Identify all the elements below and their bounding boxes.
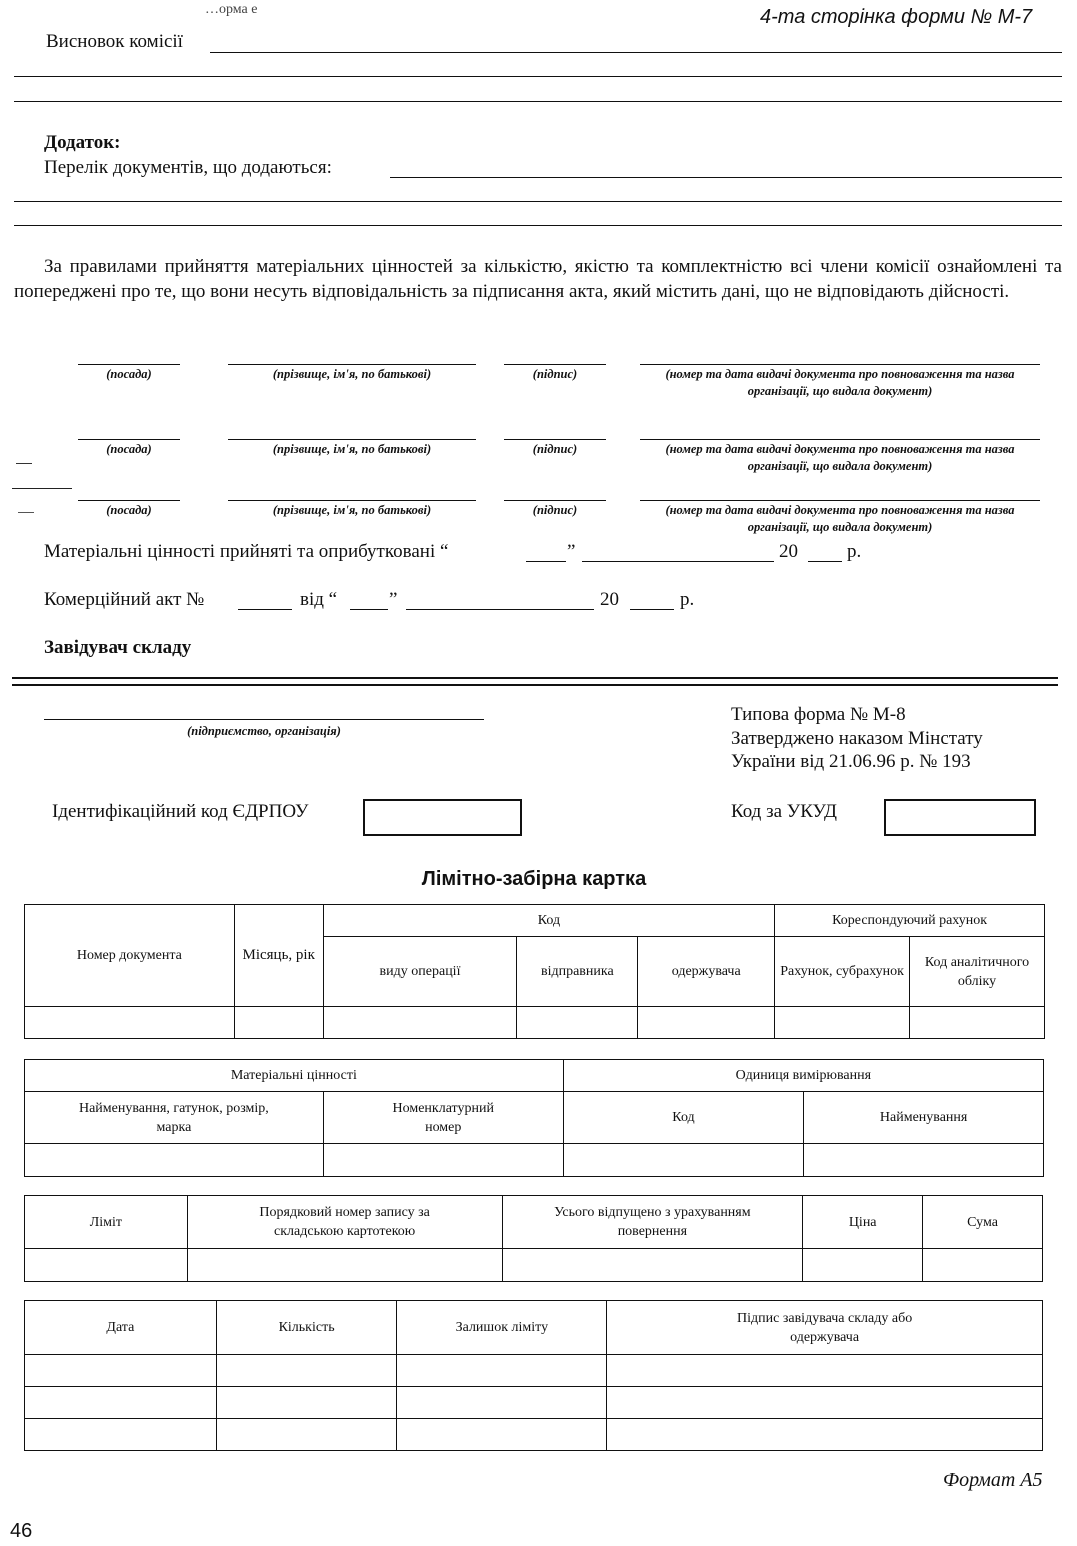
standard-form-line-2: Затверджено наказом Мінстату xyxy=(731,728,983,749)
table-row xyxy=(25,1144,1044,1177)
header-quantity: Кількість xyxy=(216,1301,397,1355)
header-limit-remaining: Залишок ліміту xyxy=(397,1301,607,1355)
commercial-act-year-prefix: 20 xyxy=(600,589,619,610)
header-unit-code: Код xyxy=(563,1092,804,1144)
top-fragment: …орма е xyxy=(205,2,258,17)
header-unit-of-measure: Одиниця вимірювання xyxy=(563,1060,1043,1092)
header-recipient: одержувача xyxy=(638,937,775,1007)
commercial-act-day-line xyxy=(350,609,388,610)
page-number: 46 xyxy=(10,1520,33,1542)
conclusion-line-3 xyxy=(14,101,1062,102)
accepted-year-line xyxy=(808,561,842,562)
header-analytic-code: Код аналітичного обліку xyxy=(910,937,1045,1007)
commercial-act-year-suffix: р. xyxy=(680,589,695,610)
accepted-day-line xyxy=(526,561,566,562)
commercial-act-year-line xyxy=(630,609,674,610)
header-sum: Сума xyxy=(923,1196,1043,1249)
commercial-act-quote-close: ” xyxy=(389,589,398,610)
header-date: Дата xyxy=(25,1301,217,1355)
conclusion-line-2 xyxy=(14,76,1062,77)
header-material-values: Матеріальні цінності xyxy=(25,1060,564,1092)
table-row xyxy=(25,1387,1043,1419)
table-row xyxy=(25,1007,1045,1039)
commercial-act-number-line xyxy=(238,609,292,610)
standard-form-line-3: України від 21.06.96 р. № 193 xyxy=(731,751,971,772)
warehouse-head-label: Завідувач складу xyxy=(44,637,192,658)
enterprise-line xyxy=(44,719,484,720)
accepted-month-line xyxy=(582,561,774,562)
appendix-title: Додаток: xyxy=(44,132,121,153)
position-caption: (посада) xyxy=(106,503,152,517)
table-issuance-log xyxy=(24,1300,1043,1451)
commercial-act-label: Комерційний акт № xyxy=(44,589,205,610)
header-month-year: Місяць, рік xyxy=(234,905,323,1007)
name-caption: (прізвище, ім'я, по батькові) xyxy=(272,503,432,517)
header-record-number: Порядковий номер запису за складською картотекою xyxy=(187,1196,502,1249)
margin-mark xyxy=(18,512,34,513)
position-caption: (посада) xyxy=(106,367,152,381)
ukud-label: Код за УКУД xyxy=(731,801,838,822)
table-material-values xyxy=(24,1059,1044,1177)
ukud-code-box[interactable] xyxy=(884,799,1036,836)
signature-caption: (підпис) xyxy=(532,442,578,456)
accepted-quote-close: ” xyxy=(567,541,576,562)
header-total-released: Усього відпущено з урахуванням повернення xyxy=(502,1196,803,1249)
name-caption: (прізвище, ім'я, по батькові) xyxy=(272,367,432,381)
table-row xyxy=(25,1419,1043,1451)
table-document-info xyxy=(24,904,1045,1039)
header-code: Код xyxy=(323,905,775,937)
document-caption: (номер та дата видачі документа про повноваження та назва організації, що видала документ) xyxy=(665,442,1015,473)
card-title: Лімітно-забірна картка xyxy=(421,868,647,890)
document-caption: (номер та дата видачі документа про повноваження та назва організації, що видала документ) xyxy=(665,503,1015,534)
appendix-line-1 xyxy=(390,177,1062,178)
header-doc-number: Номер документа xyxy=(25,905,235,1007)
header-name-grade: Найменування, гатунок, розмір, марка xyxy=(25,1092,324,1144)
header-account-subaccount: Рахунок, субрахунок xyxy=(775,937,910,1007)
edrpou-label: Ідентифікаційний код ЄДРПОУ xyxy=(52,801,309,822)
commercial-act-from: від “ xyxy=(300,589,338,610)
margin-mark xyxy=(12,488,72,489)
rules-paragraph: За правилами прийняття матеріальних цінностей за кількістю, якістю та комплектністю всі члени комісії ознайомлені та попереджені про те, що вони несуть відповідальність за підписання акта, який містить дані, що не відповідають дійсності. xyxy=(14,256,1062,302)
table-row xyxy=(25,1249,1043,1282)
standard-form-line-1: Типова форма № М-8 xyxy=(731,704,906,725)
header-limit: Ліміт xyxy=(25,1196,188,1249)
margin-mark xyxy=(16,463,32,464)
commission-conclusion-label: Висновок комісії xyxy=(46,31,183,52)
table-row xyxy=(25,1355,1043,1387)
header-nomenclature-number: Номенклатурний номер xyxy=(323,1092,563,1144)
accepted-year-suffix: р. xyxy=(847,541,862,562)
appendix-list-label: Перелік документів, що додаються: xyxy=(44,157,332,178)
commercial-act-month-line xyxy=(406,609,594,610)
double-separator xyxy=(12,684,1058,686)
accepted-year-prefix: 20 xyxy=(779,541,798,562)
accepted-text: Матеріальні цінності прийняті та оприбутковані “ xyxy=(44,541,449,562)
signature-caption: (підпис) xyxy=(532,503,578,517)
header-signature: Підпис завідувача складу або одержувача xyxy=(607,1301,1043,1355)
format-label: Формат А5 xyxy=(943,1469,1043,1491)
position-caption: (посада) xyxy=(106,442,152,456)
enterprise-caption: (підприємство, організація) xyxy=(187,724,341,738)
table-limit xyxy=(24,1195,1043,1282)
name-caption: (прізвище, ім'я, по батькові) xyxy=(272,442,432,456)
header-corresponding-account: Кореспондуючий рахунок xyxy=(775,905,1045,937)
form-page-reference: 4-та сторінка форми № М-7 xyxy=(760,6,1033,28)
header-unit-name: Найменування xyxy=(804,1092,1044,1144)
header-price: Ціна xyxy=(803,1196,923,1249)
edrpou-code-box[interactable] xyxy=(363,799,522,836)
appendix-line-2 xyxy=(14,201,1062,202)
header-sender: відправника xyxy=(517,937,638,1007)
double-separator xyxy=(12,677,1058,679)
header-operation-type: виду операції xyxy=(323,937,517,1007)
appendix-line-3 xyxy=(14,225,1062,226)
document-caption: (номер та дата видачі документа про повноваження та назва організації, що видала документ) xyxy=(665,367,1015,398)
signature-caption: (підпис) xyxy=(532,367,578,381)
conclusion-line-1 xyxy=(210,52,1062,53)
